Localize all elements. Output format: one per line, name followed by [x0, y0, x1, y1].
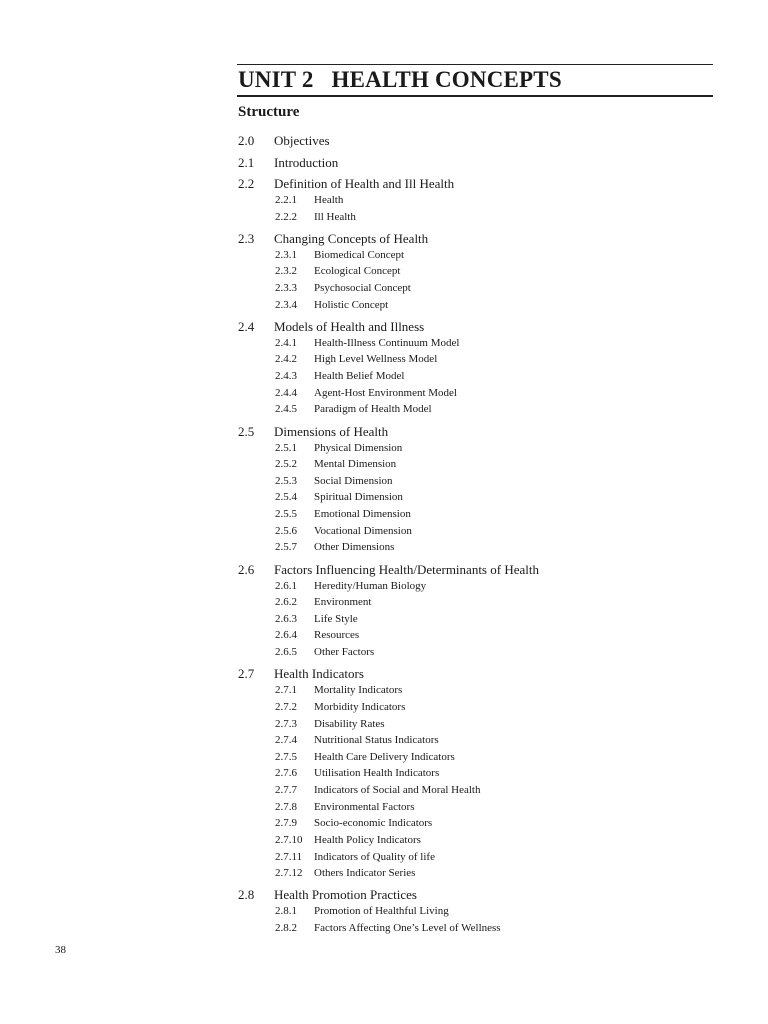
toc-number: 2.5.1 [275, 441, 297, 454]
toc-number: 2.5.7 [275, 541, 297, 554]
toc-subsection [238, 782, 714, 799]
toc-number: 2.7.8 [275, 800, 297, 813]
toc-title: Morbidity Indicators [314, 700, 406, 713]
toc-number: 2.8 [238, 887, 255, 903]
toc-title: Indicators of Social and Moral Health [314, 784, 481, 797]
toc-number: 2.8.2 [275, 922, 297, 935]
toc-number: 2.6 [238, 561, 255, 577]
page-number: 38 [55, 944, 66, 956]
toc-number: 2.6.5 [275, 646, 297, 659]
toc-number: 2.7.6 [275, 767, 297, 780]
toc-subsection [238, 335, 714, 352]
toc-number: 2.5.4 [275, 491, 297, 504]
toc-subsection [238, 920, 714, 937]
toc-title: Agent-Host Environment Model [314, 386, 457, 399]
toc-section [238, 422, 714, 440]
toc-title: Psychosocial Concept [314, 282, 411, 295]
toc-subsection [238, 578, 714, 595]
toc-subsection [238, 765, 714, 782]
toc-subsection [238, 456, 714, 473]
toc-subsection [238, 247, 714, 264]
toc-number: 2.7 [238, 666, 255, 682]
toc-title: Emotional Dimension [314, 508, 411, 521]
toc-title: Factors Influencing Health/Determinants of Health [274, 561, 539, 577]
toc-number: 2.7.5 [275, 750, 297, 763]
toc-number: 2.1 [238, 154, 255, 170]
toc-title: Heredity/Human Biology [314, 579, 427, 592]
toc-title: Health Promotion Practices [274, 887, 417, 903]
toc-number: 2.7.11 [275, 850, 303, 863]
toc-subsection [238, 903, 714, 920]
toc-number: 2.5.3 [275, 474, 297, 487]
toc-title: Utilisation Health Indicators [314, 767, 440, 780]
toc-section [238, 153, 714, 171]
toc-section [238, 174, 714, 192]
toc-number: 2.4.2 [275, 353, 297, 366]
toc-subsection [238, 832, 714, 849]
structure-heading: Structure [238, 104, 300, 120]
toc-title: Ecological Concept [314, 265, 401, 278]
header-rule-bottom [237, 95, 713, 97]
toc-number: 2.3.3 [275, 282, 297, 295]
toc-title: Other Factors [314, 646, 375, 659]
toc-title: Holistic Concept [314, 298, 389, 311]
toc-title: Health Belief Model [314, 370, 405, 383]
toc-title: Paradigm of Health Model [314, 403, 432, 416]
toc-subsection [238, 611, 714, 628]
toc-title: Changing Concepts of Health [274, 230, 429, 246]
toc-subsection [238, 280, 714, 297]
toc-number: 2.3.1 [275, 248, 297, 261]
toc-title: Social Dimension [314, 474, 393, 487]
toc-number: 2.6.3 [275, 612, 297, 625]
toc-number: 2.5 [238, 423, 255, 439]
toc-number: 2.4 [238, 318, 255, 334]
toc-number: 2.7.2 [275, 700, 297, 713]
toc-title: Promotion of Healthful Living [314, 905, 449, 918]
toc-title: Biomedical Concept [314, 248, 405, 261]
toc-subsection [238, 297, 714, 314]
toc-number: 2.8.1 [275, 905, 297, 918]
toc-subsection [238, 192, 714, 209]
toc-section [238, 131, 714, 149]
table-of-contents [238, 131, 714, 937]
toc-number: 2.5.5 [275, 508, 297, 521]
toc-subsection [238, 716, 714, 733]
toc-title: Life Style [314, 612, 358, 625]
toc-number: 2.4.5 [275, 403, 297, 416]
toc-subsection [238, 732, 714, 749]
toc-title: Health Indicators [274, 666, 364, 682]
toc-title: Models of Health and Illness [274, 318, 425, 334]
toc-title: Dimensions of Health [274, 423, 389, 439]
toc-subsection [238, 815, 714, 832]
toc-number: 2.7.9 [275, 817, 297, 830]
toc-number: 2.5.6 [275, 524, 297, 537]
toc-number: 2.5.2 [275, 458, 297, 471]
toc-section [238, 664, 714, 682]
toc-number: 2.3 [238, 230, 255, 246]
toc-title: Nutritional Status Indicators [314, 734, 439, 747]
toc-title: Environment [314, 596, 372, 609]
toc-subsection [238, 699, 714, 716]
toc-title: Environmental Factors [314, 800, 415, 813]
toc-subsection [238, 644, 714, 661]
toc-subsection [238, 506, 714, 523]
toc-title: Vocational Dimension [314, 524, 412, 537]
unit-label: UNIT 2 [238, 67, 314, 92]
toc-number: 2.3.4 [275, 298, 297, 311]
toc-subsection [238, 627, 714, 644]
toc-section [238, 317, 714, 335]
unit-name: HEALTH CONCEPTS [331, 67, 562, 92]
toc-title: Physical Dimension [314, 441, 403, 454]
toc-number: 2.4.4 [275, 386, 297, 399]
toc-title: Resources [314, 629, 360, 642]
toc-title: Socio-economic Indicators [314, 817, 433, 830]
toc-number: 2.4.1 [275, 336, 297, 349]
toc-number: 2.6.1 [275, 579, 297, 592]
toc-title: Other Dimensions [314, 541, 395, 554]
toc-number: 2.2.2 [275, 210, 297, 223]
toc-subsection [238, 849, 714, 866]
toc-number: 2.3.2 [275, 265, 297, 278]
toc-section [238, 885, 714, 903]
header-rule-top [237, 64, 713, 65]
toc-subsection [238, 749, 714, 766]
toc-number: 2.7.12 [275, 867, 303, 880]
toc-subsection [238, 682, 714, 699]
toc-title: Disability Rates [314, 717, 385, 730]
toc-title: Health Policy Indicators [314, 834, 421, 846]
toc-number: 2.0 [238, 133, 255, 148]
toc-title: Objectives [274, 133, 330, 148]
toc-subsection [238, 489, 714, 506]
toc-section [238, 560, 714, 578]
toc-subsection [238, 865, 714, 882]
toc-number: 2.7.7 [275, 784, 297, 797]
toc-title: Factors Affecting One’s Level of Wellness [314, 922, 501, 935]
toc-title: Health [314, 194, 344, 206]
toc-subsection [238, 351, 714, 368]
toc-number: 2.2.1 [275, 194, 297, 206]
toc-subsection [238, 799, 714, 816]
toc-number: 2.4.3 [275, 370, 297, 383]
toc-number: 2.6.4 [275, 629, 297, 642]
toc-title: Ill Health [314, 210, 356, 223]
toc-title: Indicators of Quality of life [314, 850, 435, 863]
toc-title: Mortality Indicators [314, 684, 403, 697]
toc-title: Mental Dimension [314, 458, 397, 471]
toc-title: Introduction [274, 154, 339, 170]
toc-number: 2.7.1 [275, 684, 297, 697]
toc-number: 2.7.10 [275, 834, 303, 846]
toc-subsection [238, 368, 714, 385]
toc-title: Spiritual Dimension [314, 491, 403, 504]
toc-title: Health Care Delivery Indicators [314, 750, 455, 763]
toc-subsection [238, 385, 714, 402]
toc-subsection [238, 594, 714, 611]
toc-title: Others Indicator Series [314, 867, 416, 880]
toc-subsection [238, 539, 714, 556]
toc-title: Health-Illness Continuum Model [314, 336, 460, 349]
toc-subsection [238, 440, 714, 457]
toc-number: 2.7.3 [275, 717, 297, 730]
toc-number: 2.7.4 [275, 734, 297, 747]
toc-number: 2.2 [238, 176, 255, 191]
toc-subsection [238, 263, 714, 280]
toc-section [238, 229, 714, 247]
toc-subsection [238, 523, 714, 540]
toc-subsection [238, 473, 714, 490]
unit-title [238, 67, 562, 93]
toc-number: 2.6.2 [275, 596, 297, 609]
toc-title: High Level Wellness Model [314, 353, 438, 366]
toc-subsection [238, 209, 714, 226]
toc-title: Definition of Health and Ill Health [274, 176, 455, 191]
toc-subsection [238, 401, 714, 418]
